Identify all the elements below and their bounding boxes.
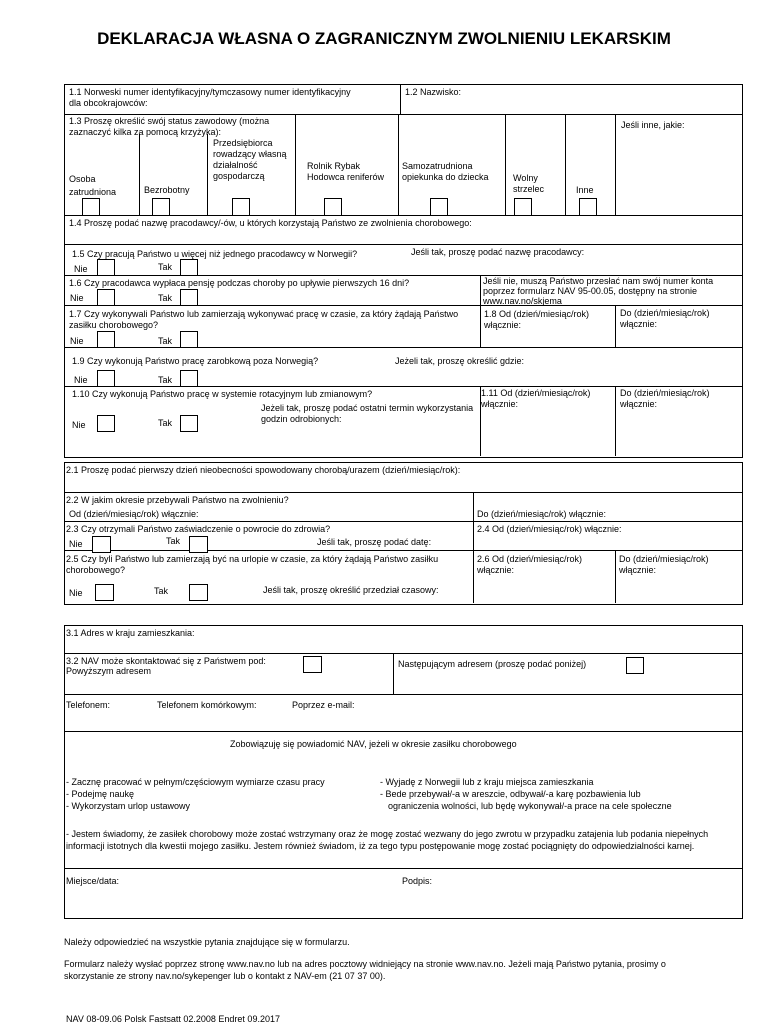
commit-heading: Zobowiązuję się powiadomić NAV, jeżeli w okresie zasiłku chorobowego [230,739,517,749]
q2-5-label: 2.5 Czy byli Państwo lub zamierzają być na urlopie w czasie, za który żądają Państwo zasiłku chorobowego? [66,554,439,575]
q2-3-no-checkbox[interactable] [92,536,111,553]
q1-5-no-checkbox[interactable] [97,259,115,276]
commit-left-item-3: - Wykorzystam urlop ustawowy [66,801,190,811]
q1-5-label: 1.5 Czy pracują Państwo u więcej niż jednego pracodawcy w Norwegii? [72,249,358,259]
q2-3b-label: Jeśli tak, proszę podać datę: [317,537,432,547]
q1-7-label: 1.7 Czy wykonywali Państwo lub zamierzają wykonywać pracę w czasie, za który żądają Państwo zasiłku chorobowego? [69,309,459,330]
q1-9-yes-label: Tak [158,375,173,385]
status-childminder: Samozatrudniona opiekunka do dziecka [402,161,489,182]
checkbox-employee[interactable] [82,198,100,216]
q2-5-yes-checkbox[interactable] [189,584,208,601]
q1-6-yes-checkbox[interactable] [180,289,198,306]
q2-3-yes-label: Tak [166,536,181,546]
q1-1-input[interactable] [65,108,66,109]
footer-line-1: Należy odpowiedzieć na wszystkie pytania znajdujące się w formularzu. [64,937,350,947]
q1-6-no-label: Nie [70,293,84,303]
q1-9-yes-checkbox[interactable] [180,370,198,387]
q1-7-yes-label: Tak [158,336,173,346]
q1-6-no-checkbox[interactable] [97,289,115,306]
commit-left-item-2: - Podejmę naukę [66,789,135,799]
q1-7-yes-checkbox[interactable] [180,331,198,348]
q1-10-no-checkbox[interactable] [97,415,115,432]
q2-5-yes-label: Tak [154,586,169,596]
q1-10b-label: Jeżeli tak, proszę podać ostatni termin wykorzystania godzin odrobionych: [261,403,474,424]
q1-10-no-label: Nie [72,420,86,430]
awareness-statement: - Jestem świadomy, że zasiłek chorobowy może zostać wstrzymany oraz że mogę zostać wezwany do jego zwrotu w przypadku zatajenia lub podania niepełnych informacji istotnych dla kwestii mojego zasiłku. Jestem również świadom, iż za tego typu postępowanie mogę zostać pociągnięty do odpowiedzialności karnej. [66,829,709,851]
checkbox-farmer[interactable] [324,198,342,216]
q1-2-label: 1.2 Nazwisko: [405,87,462,97]
q1-8-to-label: Do (dzień/miesiąc/rok) włącznie: [620,308,710,329]
status-other: Inne [576,185,594,195]
q2-3-yes-checkbox[interactable] [189,536,208,553]
footer-line-2: Formularz należy wysłać poprzez stronę www.nav.no lub na adres pocztowy widniejący na stronie www.nav.no. Jeżeli mają Państwo pytania, prosimy o skorzystanie ze strony nav.no/sykepenger lub o kontakt z NAV-em (21 07 37 00). [64,959,666,981]
q3-1-label: 3.1 Adres w kraju zamieszkania: [66,628,195,638]
status-freelancer: Wolny strzelec [513,173,545,194]
checkbox-childminder[interactable] [430,198,448,216]
mobile-label: Telefonem komórkowym: [157,700,257,710]
q1-3-label: 1.3 Proszę określić swój status zawodowy (można zaznaczyć kilka za pomocą krzyżyka): [69,116,270,137]
q2-6-label: 2.6 Od (dzień/miesiąc/rok) włącznie: [477,554,583,575]
q1-1-label: 1.1 Norweski numer identyfikacyjny/tymczasowy numer identyfikacyjny dla obcokrajowców: [69,87,351,108]
q2-2-label: 2.2 W jakim okresie przebywali Państwo na zwolnieniu? [66,495,289,505]
q2-1-label: 2.1 Proszę podać pierwszy dzień nieobecności spowodowany chorobą/urazem (dzień/miesiąc/rok): [66,465,461,475]
q1-5-yes-checkbox[interactable] [180,259,198,276]
commit-right-item-1: - Wyjadę z Norwegii lub z kraju miejsca zamieszkania [380,777,594,787]
q2-6-to-label: Do (dzień/miesiąc/rok) włącznie: [619,554,709,575]
checkbox-entrepreneur[interactable] [232,198,250,216]
place-date-label: Miejsce/data: [66,876,120,886]
status-unemployed: Bezrobotny [144,185,190,195]
q1-6-label: 1.6 Czy pracodawca wypłaca pensję podczas choroby po upływie pierwszych 16 dni? [69,278,410,288]
q1-5-yes-label: Tak [158,262,173,272]
q2-2-to-label: Do (dzień/miesiąc/rok) włącznie: [477,509,607,519]
q2-3-no-label: Nie [69,539,83,549]
q1-6b-label: Jeśli nie, muszą Państwo przesłać nam swój numer konta poprzez formularz NAV 95-00.05, dostępny na stronie www.nav.no/skjema [483,276,714,306]
q3-2-label: 3.2 NAV może skontaktować się z Państwem pod: [66,656,266,666]
status-employee: Osoba zatrudniona [69,174,117,197]
q1-8-label: 1.8 Od (dzień/miesiąc/rok) włącznie: [484,309,590,330]
checkbox-unemployed[interactable] [152,198,170,216]
q2-4-label: 2.4 Od (dzień/miesiąc/rok) włącznie: [477,524,622,534]
commit-right-item-3: ograniczenia wolności, lub będę wykonywał/-a prace na cele społeczne [388,801,672,811]
q3-2a-label: Powyższym adresem [66,666,152,676]
q2-2-from-label: Od (dzień/miesiąc/rok) włącznie: [69,509,199,519]
q2-5-no-label: Nie [69,588,83,598]
q1-11-to-label: Do (dzień/miesiąc/rok) włącznie: [620,388,710,409]
q1-9-label: 1.9 Czy wykonują Państwo pracę zarobkową poza Norwegią? [72,356,319,366]
q1-11-label: 1.11 Od (dzień/miesiąc/rok) włącznie: [481,388,591,409]
q1-5b-label: Jeśli tak, proszę podać nazwę pracodawcy: [411,247,585,257]
q1-6-yes-label: Tak [158,293,173,303]
email-label: Poprzez e-mail: [292,700,355,710]
signature-label: Podpis: [402,876,433,886]
q2-3-label: 2.3 Czy otrzymali Państwo zaświadczenie o powrocie do zdrowia? [66,524,331,534]
commit-right-item-2: - Bede przebywał/-a w areszcie, odbywał/-a karę pozbawienia lub [380,789,641,799]
checkbox-freelancer[interactable] [514,198,532,216]
q3-2a-checkbox[interactable] [303,656,322,673]
status-farmer: Rolnik Rybak Hodowca reniferów [307,161,385,182]
q1-10-yes-label: Tak [158,418,173,428]
q1-7-no-checkbox[interactable] [97,331,115,348]
q1-10-label: 1.10 Czy wykonują Państwo pracę w systemie rotacyjnym lub zmianowym? [72,389,373,399]
form-code: NAV 08-09.06 Polsk Fastsatt 02.2008 Endret 09.2017 [66,1014,280,1024]
q1-10-yes-checkbox[interactable] [180,415,198,432]
q1-7-no-label: Nie [70,336,84,346]
q1-9-no-label: Nie [74,375,88,385]
q1-9-no-checkbox[interactable] [97,370,115,387]
q1-9b-label: Jeżeli tak, proszę określić gdzie: [395,356,525,366]
q1-5-no-label: Nie [74,264,88,274]
form-title: DEKLARACJA WŁASNA O ZAGRANICZNYM ZWOLNIENIU LEKARSKIM [97,29,671,48]
commit-left-item-1: - Zacznę pracować w pełnym/częściowym wymiarze czasu pracy [66,777,325,787]
checkbox-other[interactable] [579,198,597,216]
status-entrepreneur: Przedsiębiorca rowadzący własną działalność gospodarczą [213,138,287,181]
q2-5-no-checkbox[interactable] [95,584,114,601]
status-other-label: Jeśli inne, jakie: [621,120,685,130]
q2-5b-label: Jeśli tak, proszę określić przedział czasowy: [263,585,439,595]
q1-4-label: 1.4 Proszę podać nazwę pracodawcy/-ów, u których korzystają Państwo ze zwolnienia chorobowego: [69,218,472,228]
q3-2b-label: Następującym adresem (proszę podać poniżej) [398,659,587,669]
q3-2b-checkbox[interactable] [626,657,644,674]
phone-label: Telefonem: [66,700,111,710]
